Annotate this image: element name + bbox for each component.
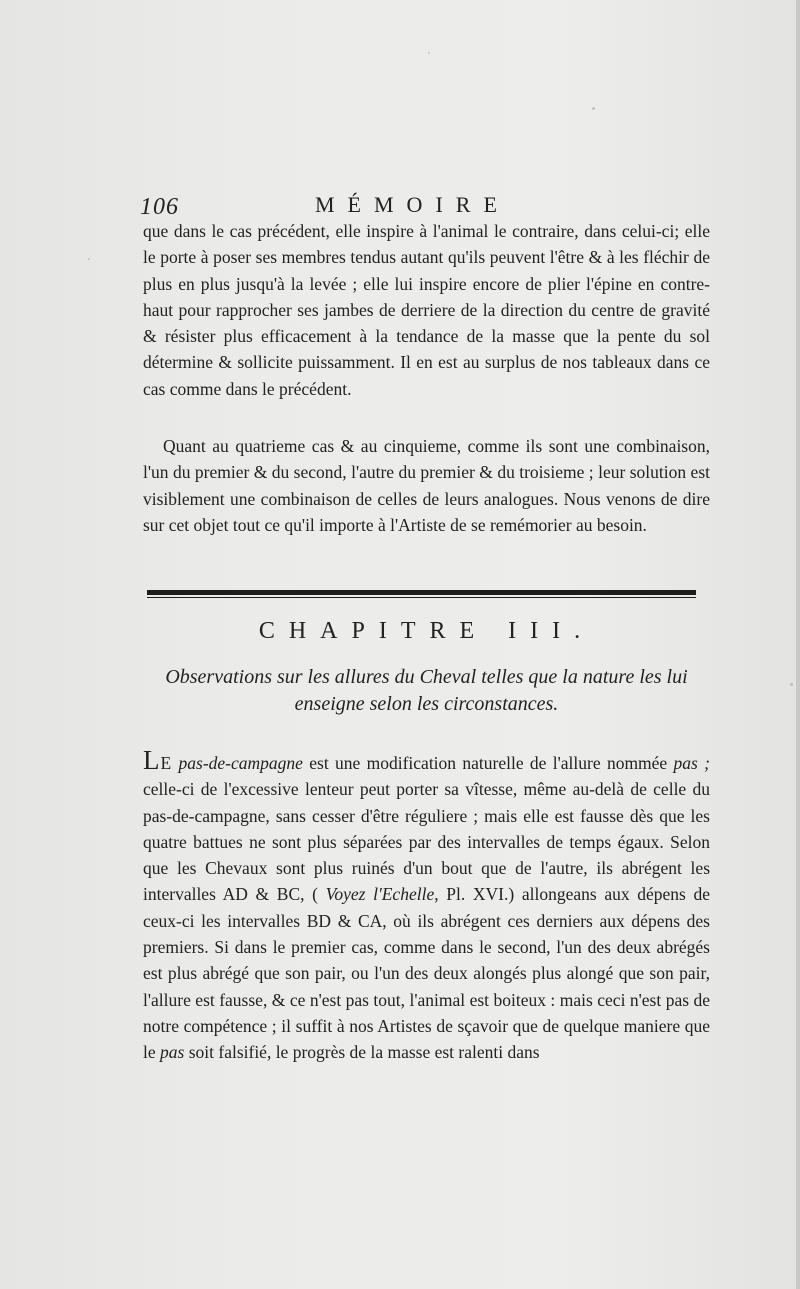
text-segment: soit falsifié, le progrès de la masse est ralenti dans bbox=[184, 1042, 540, 1063]
paragraph-text: que dans le cas précédent, elle inspire à l'animal le contraire, dans celui-ci; elle le porte à poser ses membres tendus autant qu'ils peuvent l'être & à les fléchir de plus en plus jusqu'à la levée ; elle lui inspire encore de plier l'épine en contre-haut pour rapprocher ses jambes de derriere de la direction du centre de gravité & résister plus efficacement à la tendance de la masse que la pente du sol détermine & sollicite puissamment. Il en est au surplus de nos tableaux dans ce cas comme dans le précédent. bbox=[143, 221, 710, 399]
paragraph-text: Quant au quatrieme cas & au cinquieme, comme ils sont une combinaison, l'un du premier & du second, l'autre du premier & du troisieme ; leur solution est visiblement une combinaison de celles de leurs analogues. Nous venons de dire sur cet objet tout ce qu'il importe à l'Artiste de se remémorier au besoin. bbox=[143, 436, 710, 535]
chapter-subtitle: Observations sur les allures du Cheval telles que la nature les lui enseigne selon les circonstances. bbox=[165, 666, 688, 715]
paragraph-main bbox=[143, 747, 710, 1066]
paper-speck bbox=[790, 683, 793, 686]
page-header bbox=[140, 190, 710, 220]
italic-reference: Voyez l'Echelle bbox=[325, 884, 435, 905]
paragraph-second bbox=[143, 433, 710, 538]
text-segment: est une modification naturelle de l'allure nommée bbox=[302, 753, 674, 773]
paragraph-continuation bbox=[143, 218, 710, 402]
paragraph-text bbox=[143, 747, 710, 1066]
drop-cap: L bbox=[143, 745, 161, 775]
paper-speck bbox=[592, 107, 595, 110]
text-segment: celle-ci de l'excessive lenteur peut porter sa vîtesse, même au-delà de celle du pas-de-campagne, sans cesser d'être réguliere ; mais elle est fausse dès que les quatre battues ne sont plus séparées par des intervalles de temps égaux. Selon que les Chevaux sont plus ruinés d'un bout que de l'autre, ils abrégent les intervalles AD & BC, ( bbox=[143, 779, 710, 905]
paper-speck bbox=[88, 258, 90, 260]
italic-term: pas-de-campagne bbox=[178, 753, 303, 773]
divider-thin-rule bbox=[147, 597, 696, 598]
text-segment: , Pl. XVI.) allongeans aux dépens de ceux-ci les intervalles BD & CA, où ils abrégent ces derniers aux dépens des premiers. Si dans le premier cas, comme dans le second, l'un des deux abrégés est plus abrégé que son pair, ou l'un des deux alongés plus alongé que son pair, l'allure est fausse, & ce n'est pas tout, l'animal est boiteux : mais ceci n'est pas de notre compétence ; il suffit à nos Artistes de sçavoir que de quelque maniere que le bbox=[143, 884, 711, 1063]
italic-term: pas bbox=[160, 1042, 185, 1063]
paper-speck bbox=[428, 52, 430, 54]
italic-term: pas ; bbox=[673, 753, 710, 773]
chapter-title: CHAPITRE III. bbox=[258, 618, 595, 644]
section-divider bbox=[147, 590, 696, 599]
page-edge bbox=[796, 0, 800, 1289]
page-number: 106 bbox=[140, 194, 179, 220]
small-cap-letter: E bbox=[160, 753, 173, 773]
divider-thick-rule bbox=[147, 590, 696, 595]
running-head: MÉMOIRE bbox=[315, 192, 510, 217]
